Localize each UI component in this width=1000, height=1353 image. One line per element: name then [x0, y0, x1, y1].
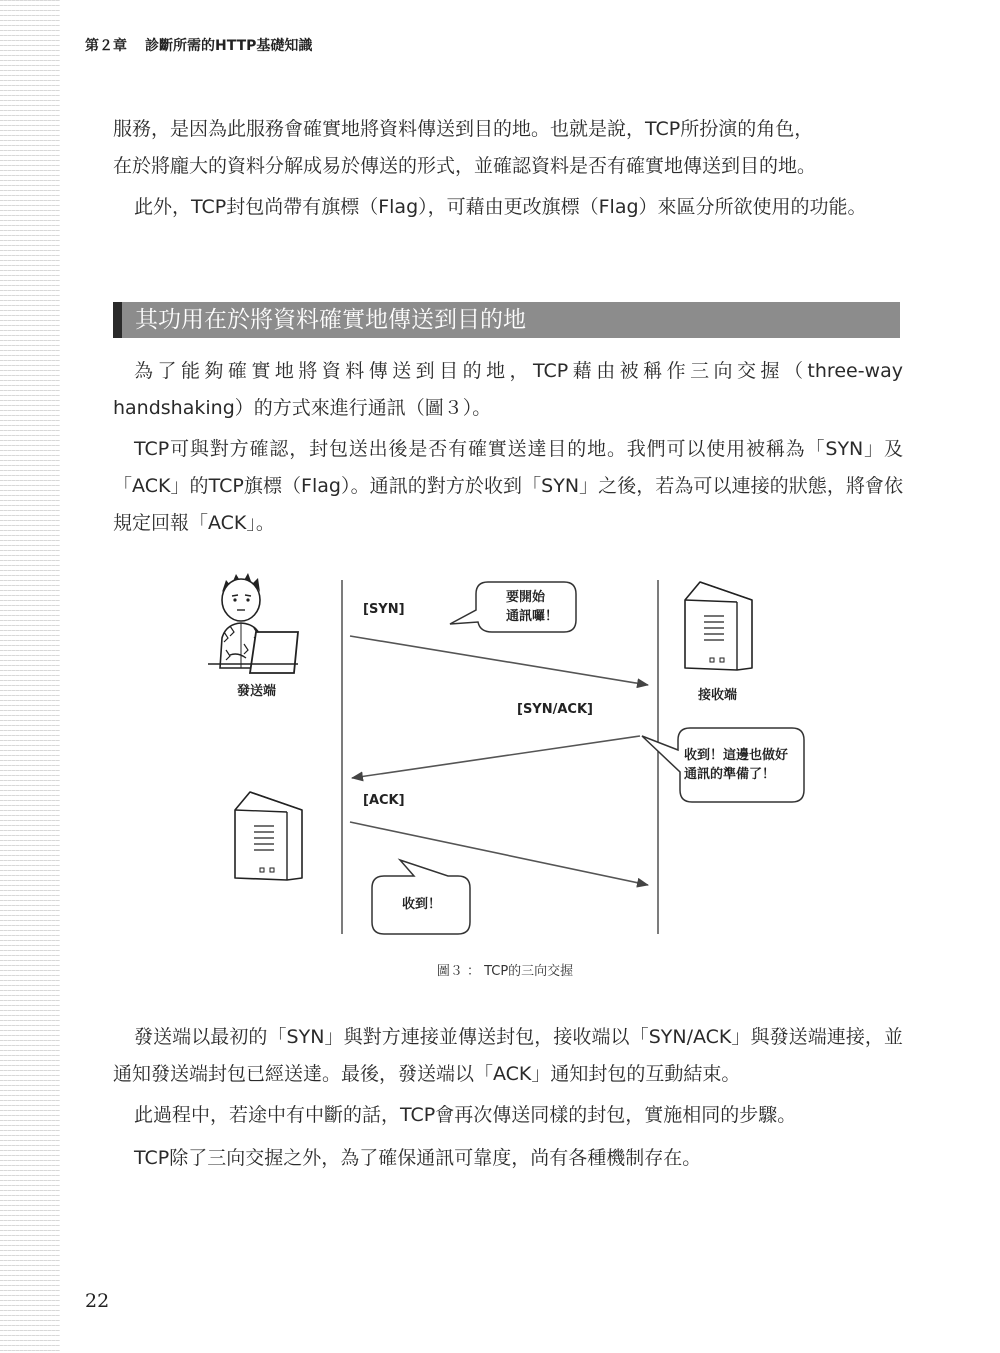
bubble-text-start-line-1: 要開始 [506, 590, 546, 605]
page-number: 22 [85, 1290, 110, 1312]
three-way-handshake-figure [200, 560, 820, 950]
paragraph-2: 此外，TCP封包尚帶有旗標（Flag），可藉由更改旗標（Flag）來區分所欲使用的功能。 [134, 196, 867, 218]
section-heading-marker [113, 302, 122, 338]
paragraph-5: 發送端以最初的「SYN」與對方連接並傳送封包，接收端以「SYN/ACK」與發送端連接，並通知發送端封包已經送達。最後，發送端以「ACK」通知封包的互動結束。 [113, 1026, 903, 1085]
paragraph-3: 為了能夠確實地將資料傳送到目的地，TCP藉由被稱作三向交握（three-way handshaking）的方式來進行通訊（圖３）。 [113, 360, 903, 419]
server-icon [685, 582, 752, 670]
chapter-number: 第２章 [85, 38, 127, 54]
person-at-laptop-icon [208, 573, 298, 673]
figure-caption: 圖３ ： TCP的三向交握 [436, 964, 574, 979]
synack-label: [SYN/ACK] [517, 702, 593, 717]
paragraph-1-line-2: 在於將龐大的資料分解成易於傳送的形式，並確認資料是否有確實地傳送到目的地。 [113, 155, 817, 177]
paragraph-1-line-1: 服務，是因為此服務會確實地將資料傳送到目的地。也就是說，TCP所扮演的角色， [113, 118, 814, 140]
section-heading [113, 302, 900, 338]
bubble-text-start-line-2: 通訊囉！ [506, 609, 559, 624]
bubble-text-start [506, 588, 558, 626]
sender-label: 發送端 [237, 684, 277, 699]
bubble-text-ready [684, 746, 788, 784]
ack-label: [ACK] [363, 793, 405, 808]
synack-arrow [352, 736, 640, 778]
paragraph-1 [113, 111, 903, 185]
chapter-title: 診斷所需的HTTP基礎知識 [145, 38, 313, 54]
section-heading-title: 其功用在於將資料確實地傳送到目的地 [135, 307, 526, 333]
bubble-text-ready-line-1: 收到！這邊也做好 [684, 748, 789, 763]
server-icon [235, 792, 302, 880]
paragraph-4: TCP可與對方確認，封包送出後是否有確實送達目的地。我們可以使用被稱為「SYN」及「ACK」的TCP旗標（Flag）。通訊的對方於收到「SYN」之後，若為可以連接的狀態，將會依規定回報「ACK」。 [113, 438, 903, 534]
page-edge-stripe [0, 0, 60, 1353]
syn-arrow [350, 636, 648, 685]
syn-label: [SYN] [363, 602, 405, 617]
receiver-label: 接收端 [698, 688, 738, 703]
bubble-text-ready-line-2: 通訊的準備了！ [684, 767, 776, 782]
bubble-text-received: 收到！ [402, 897, 442, 912]
running-header [85, 35, 312, 55]
paragraph-7: TCP除了三向交握之外，為了確保通訊可靠度，尚有各種機制存在。 [134, 1147, 702, 1169]
paragraph-6: 此過程中，若途中有中斷的話，TCP會再次傳送同樣的封包，實施相同的步驟。 [134, 1104, 797, 1126]
